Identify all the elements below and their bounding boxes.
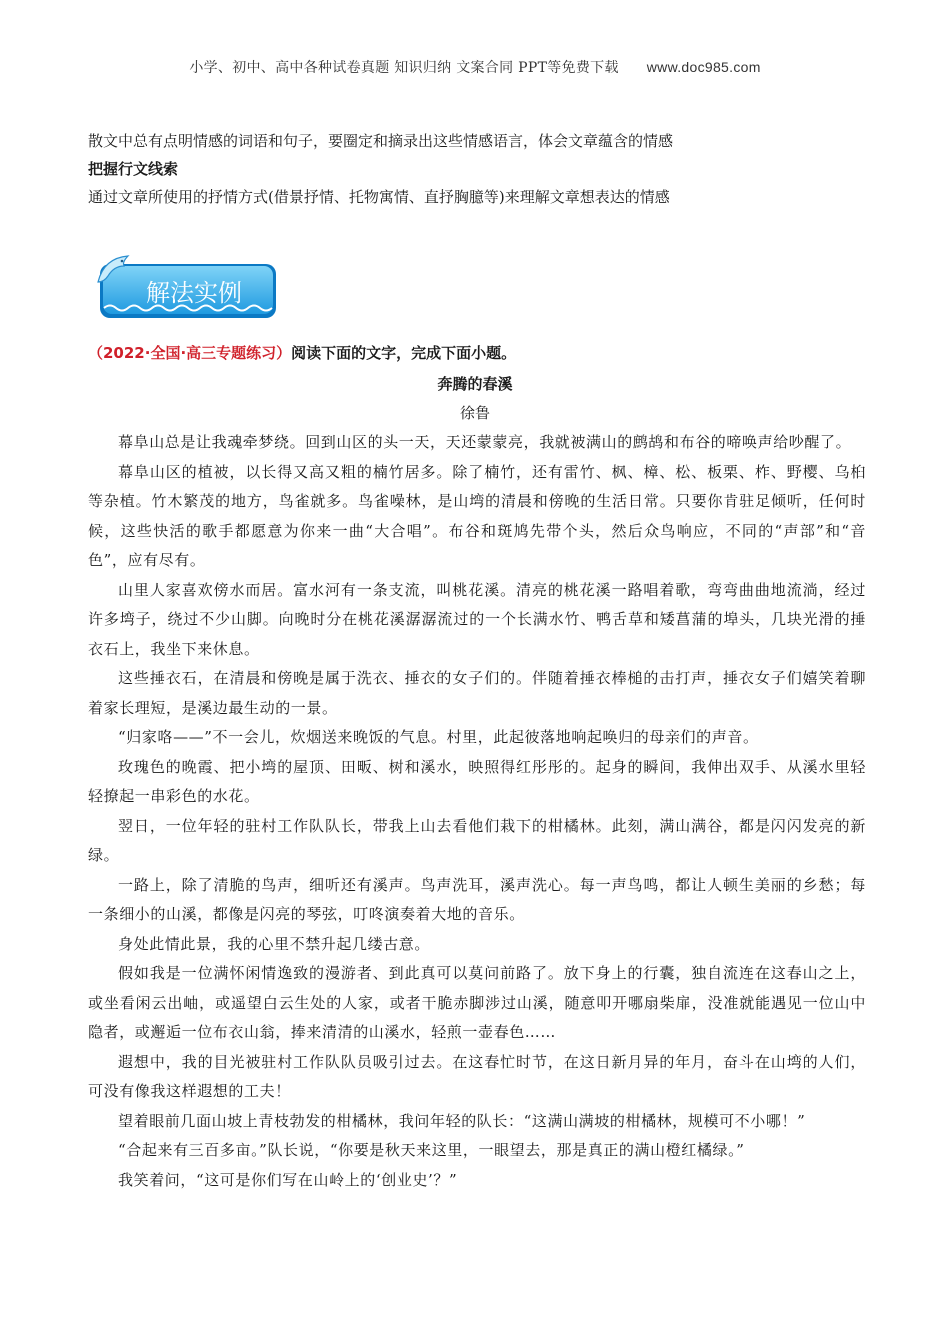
page-header bbox=[0, 57, 950, 77]
paragraph: 幕阜山总是让我魂牵梦绕。回到山区的头一天，天还蒙蒙亮，我就被满山的鹧鸪和布谷的啼唤声给吵醒了。 bbox=[118, 433, 852, 451]
paragraph: 翌日，一位年轻的驻村工作队队长，带我上山去看他们栽下的柑橘林。此刻，满山满谷，都是闪闪发亮的新绿。 bbox=[88, 816, 866, 864]
intro-line-1: 散文中总有点明情感的词语和句子，要圈定和摘录出这些情感语言，体会文章蕴含的情感 bbox=[88, 132, 674, 150]
paragraph: “归家咯——”不一会儿，炊烟送来晚饭的气息。村里，此起彼落地响起唤归的母亲们的声音。 bbox=[118, 728, 759, 746]
intro-section bbox=[88, 131, 878, 215]
article-body bbox=[88, 428, 866, 1195]
exercise-source-line bbox=[88, 342, 516, 363]
intro-heading: 把握行文线索 bbox=[88, 160, 179, 178]
paragraph: 一路上，除了清脆的鸟声，细听还有溪声。鸟声洗耳，溪声洗心。每一声鸟鸣，都让人顿生美丽的乡愁；每一条细小的山溪，都像是闪亮的琴弦，叮咚演奏着大地的音乐。 bbox=[88, 875, 866, 923]
method-example-badge bbox=[94, 252, 280, 322]
article-title: 奔腾的春溪 bbox=[437, 375, 513, 393]
paragraph: 遐想中，我的目光被驻村工作队队员吸引过去。在这春忙时节，在这日新月异的年月，奋斗在山塆的人们，可没有像我这样遐想的工夫！ bbox=[88, 1052, 866, 1100]
paragraph: 身处此情此景，我的心里不禁升起几缕古意。 bbox=[118, 934, 431, 953]
paragraph: 山里人家喜欢傍水而居。富水河有一条支流，叫桃花溪。清亮的桃花溪一路唱着歌，弯弯曲曲地流淌，经过许多塆子，绕过不少山脚。向晚时分在桃花溪潺潺流过的一个长满水竹、鸭舌草和矮菖蒲的埠头，几块光滑的捶衣石上，我坐下来休息。 bbox=[88, 580, 866, 658]
exercise-source: （2022·全国·高三专题练习） bbox=[88, 344, 292, 362]
header-text: 小学、初中、高中各种试卷真题 知识归纳 文案合同 PPT等免费下载 bbox=[189, 60, 619, 76]
paragraph: 幕阜山区的植被，以长得又高又粗的楠竹居多。除了楠竹，还有雷竹、枫、樟、松、板栗、柞、野樱、乌桕等杂植。竹木繁茂的地方，鸟雀就多。鸟雀噪林，是山塆的清晨和傍晚的生活日常。只要你肯驻足倾听，任何时候，这些快活的歌手都愿意为你来一曲“大合唱”。布谷和斑鸠先带个头，然后众鸟响应，不同的“声部”和“音色”，应有尽有。 bbox=[88, 462, 866, 569]
paragraph: 这些捶衣石，在清晨和傍晚是属于洗衣、捶衣的女子们的。伴随着捶衣棒槌的击打声，捶衣女子们嬉笑着聊着家长理短，是溪边最生动的一景。 bbox=[88, 669, 866, 717]
paragraph: 玫瑰色的晚霞、把小塆的屋顶、田畈、树和溪水，映照得红彤彤的。起身的瞬间，我伸出双手、从溪水里轻轻撩起一串彩色的水花。 bbox=[88, 757, 866, 805]
header-site-link[interactable]: www.doc985.com bbox=[646, 59, 761, 75]
article-author: 徐鲁 bbox=[459, 404, 490, 422]
intro-line-2: 通过文章所使用的抒情方式(借景抒情、托物寓情、直抒胸臆等)来理解文章想表达的情感 bbox=[88, 188, 670, 206]
badge-label: 解法实例 bbox=[146, 279, 242, 307]
paragraph: 望着眼前几面山坡上青枝勃发的柑橘林，我问年轻的队长：“这满山满坡的柑橘林，规模可不小哪！” bbox=[118, 1111, 806, 1130]
badge-graphic bbox=[94, 252, 280, 322]
paragraph: 假如我是一位满怀闲情逸致的漫游者、到此真可以莫问前路了。放下身上的行囊，独自流连在这春山之上，或坐看闲云出岫，或遥望白云生处的人家，或者干脆赤脚涉过山溪，随意叩开哪扇柴扉，没准就能遇见一位山中隐者，或邂逅一位布衣山翁，捧来清清的山溪水，轻煎一壶春色…… bbox=[88, 964, 866, 1041]
paragraph: 我笑着问，“这可是你们写在山岭上的‘创业史’？” bbox=[118, 1170, 458, 1189]
exercise-instruction: 阅读下面的文字，完成下面小题。 bbox=[291, 344, 517, 362]
paragraph: “合起来有三百多亩。”队长说，“你要是秋天来这里，一眼望去，那是真正的满山橙红橘绿。” bbox=[118, 1141, 745, 1159]
